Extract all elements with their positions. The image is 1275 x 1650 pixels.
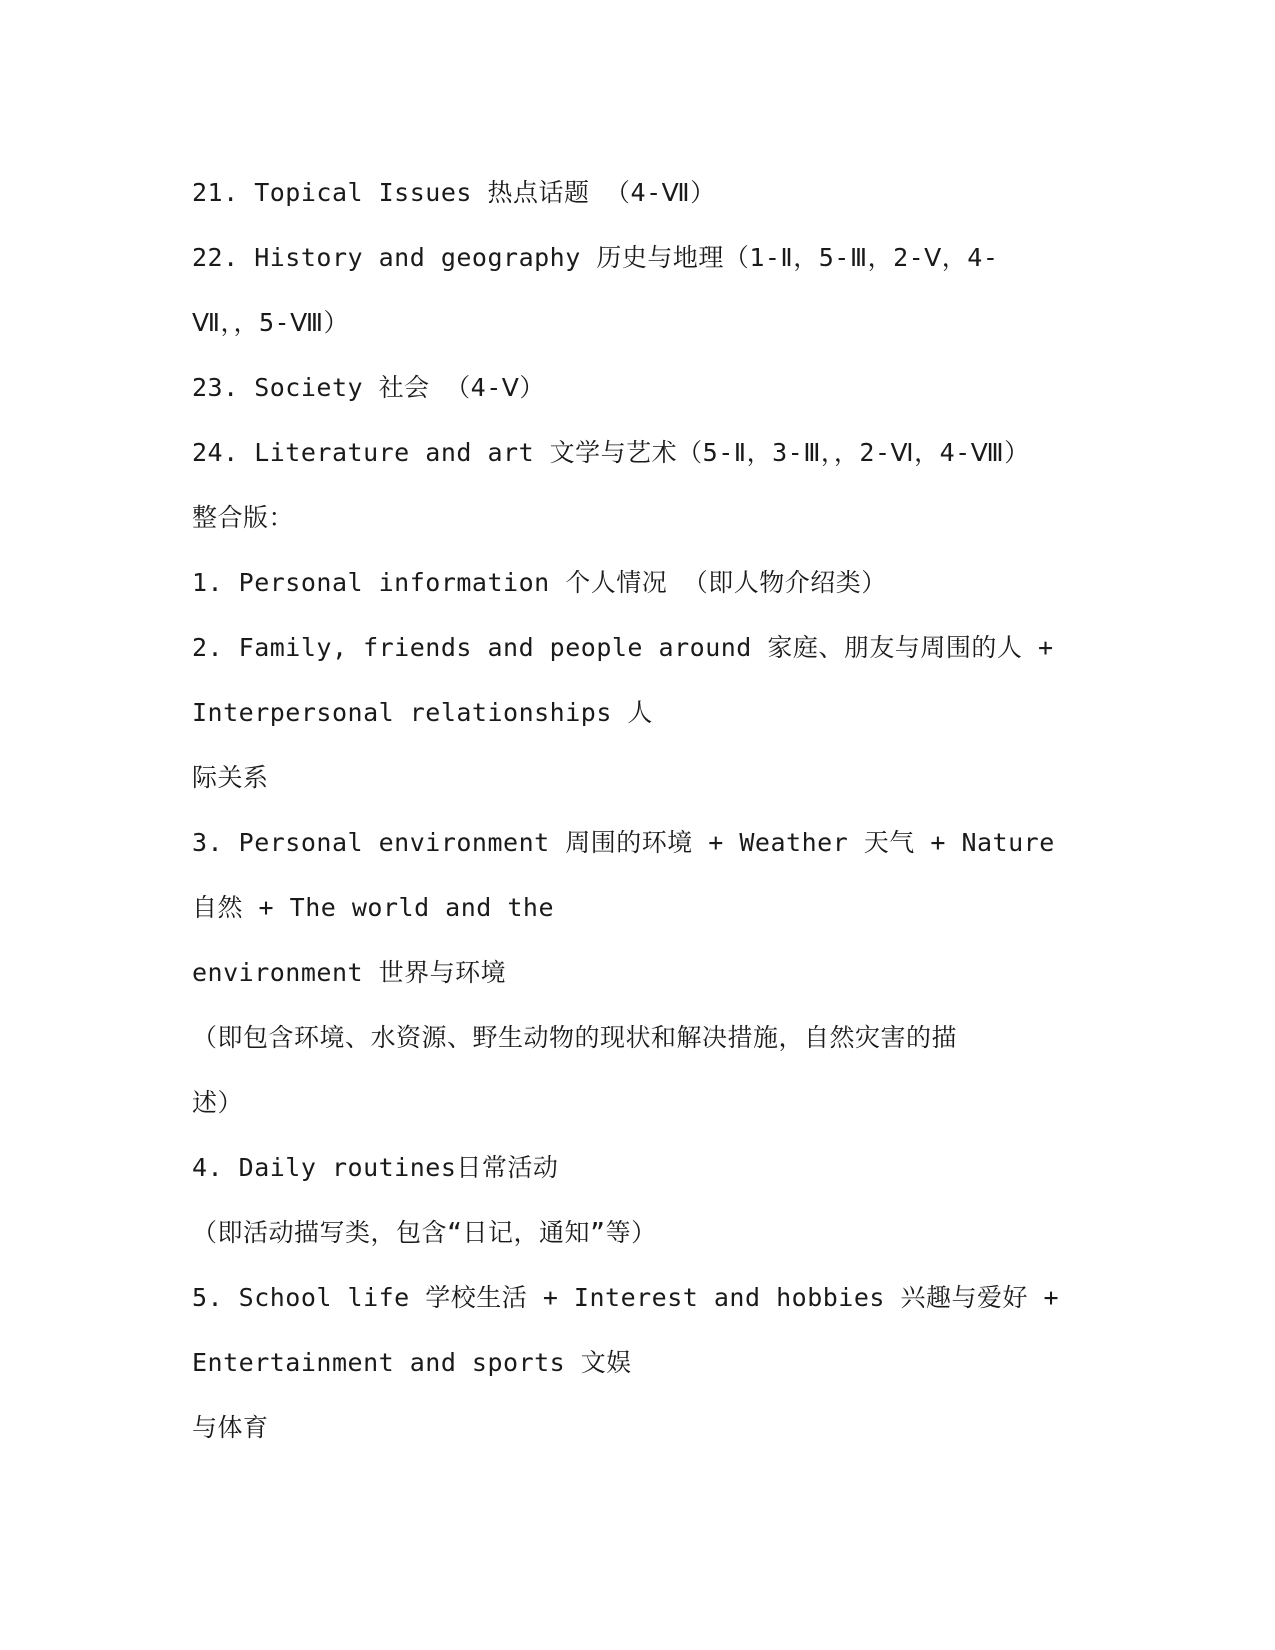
merged-item-4-note: （即活动描写类，包含“日记，通知”等） (192, 1218, 657, 1247)
merged-item-3-note-continued: 述） (192, 1088, 244, 1117)
topic-line-22: 22. History and geography 历史与地理（1-Ⅱ，5-Ⅲ，2-Ⅴ，4- (192, 243, 999, 272)
merged-item-3-note: （即包含环境、水资源、野生动物的现状和解决措施，自然灾害的描 (192, 1023, 958, 1052)
merged-item-3-continued: 自然 + The world and the (192, 893, 555, 922)
merged-item-1: 1. Personal information 个人情况 （即人物介绍类） (192, 568, 887, 597)
merged-item-2-continued-2: 际关系 (192, 763, 269, 792)
merged-item-2: 2. Family, friends and people around 家庭、朋友与周围的人 + (192, 633, 1054, 662)
section-heading: 整合版： (192, 503, 295, 532)
topic-line-23: 23. Society 社会 （4-Ⅴ） (192, 373, 545, 402)
merged-item-3: 3. Personal environment 周围的环境 + Weather 天气 + Nature (192, 828, 1055, 857)
topic-line-21: 21. Topical Issues 热点话题 （4-Ⅶ） (192, 178, 716, 207)
merged-item-5: 5. School life 学校生活 + Interest and hobbies 兴趣与爱好 + (192, 1283, 1060, 1312)
merged-item-5-continued: Entertainment and sports 文娱 (192, 1348, 632, 1377)
document-body (192, 160, 1092, 1460)
topic-line-22-continued: Ⅶ，，5-Ⅷ） (192, 308, 350, 337)
topic-line-24: 24. Literature and art 文学与艺术（5-Ⅱ，3-Ⅲ，，2-Ⅵ，4-Ⅷ） (192, 438, 1030, 467)
merged-item-3-continued-2: environment 世界与环境 (192, 958, 507, 987)
merged-item-4: 4. Daily routines日常活动 (192, 1153, 559, 1182)
merged-item-5-continued-2: 与体育 (192, 1413, 269, 1442)
merged-item-2-continued: Interpersonal relationships 人 (192, 698, 653, 727)
